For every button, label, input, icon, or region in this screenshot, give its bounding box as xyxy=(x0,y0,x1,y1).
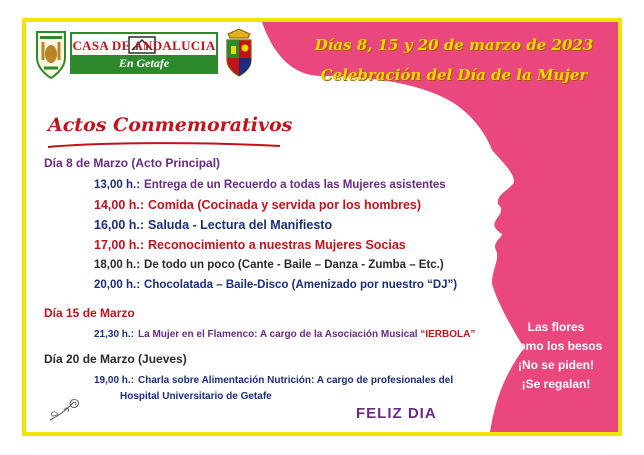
logo-location: En Getafe xyxy=(72,55,216,72)
event-text: Comida (Cocinada y servida por los hombres) xyxy=(148,198,422,212)
event-text: Chocolatada – Baile-Disco (Amenizado por nuestro “DJ”) xyxy=(144,279,458,291)
day-20-title: Día 20 de Marzo (Jueves) xyxy=(44,352,187,366)
event-time: 18,00 h.: xyxy=(94,259,141,271)
event-text: De todo un poco (Cante - Baile – Danza - Zumba – Etc.) xyxy=(144,259,444,271)
event-text: Reconocimiento a nuestras Mujeres Socias xyxy=(148,238,406,252)
event-row xyxy=(94,278,457,292)
event-text-line2: Hospital Universitario de Getafe xyxy=(120,391,272,402)
event-text: Saluda - Lectura del Manifiesto xyxy=(148,218,333,232)
getafe-coat-of-arms-icon xyxy=(222,28,256,78)
event-time: 14,00 h.: xyxy=(94,198,145,212)
event-row xyxy=(94,238,406,252)
event-row xyxy=(94,328,475,342)
event-time: 16,00 h.: xyxy=(94,218,145,232)
poem-line: ¡Se regalan! xyxy=(521,377,591,391)
event-time: 17,00 h.: xyxy=(94,238,145,252)
title-underline xyxy=(46,140,282,150)
event-text: La Mujer en el Flamenco: A cargo de la Asociación Musical xyxy=(138,329,418,340)
headline-dates: Días 8, 15 y 20 de marzo de 2023 xyxy=(314,36,594,54)
event-time: 13,00 h.: xyxy=(94,179,141,191)
day-8-title: Día 8 de Marzo (Acto Principal) xyxy=(44,156,221,170)
poem-line: Como los besos xyxy=(509,339,603,353)
event-row xyxy=(94,178,446,192)
flyer-frame xyxy=(22,18,622,436)
poem-line: ¡No se piden! xyxy=(517,358,594,372)
rose-sketch-icon xyxy=(44,396,84,426)
closing-greeting: FELIZ DIA xyxy=(356,405,437,422)
headline-celebration: Celebración del Día de la Mujer xyxy=(320,66,588,84)
event-row xyxy=(94,198,421,212)
event-row xyxy=(94,258,444,272)
casa-andalucia-logo xyxy=(70,32,218,74)
event-row xyxy=(94,374,453,388)
event-time: 20,00 h.: xyxy=(94,279,141,291)
andalucia-shield-icon xyxy=(34,28,68,80)
day-15-title: Día 15 de Marzo xyxy=(44,306,135,320)
event-row xyxy=(94,218,332,232)
event-time: 21,30 h.: xyxy=(94,329,135,340)
event-highlight: “IERBOLA” xyxy=(420,329,476,340)
event-text: Entrega de un Recuerdo a todas las Mujeres asistentes xyxy=(144,179,446,191)
poem xyxy=(496,318,616,394)
event-text: Charla sobre Alimentación Nutrición: A cargo de profesionales del xyxy=(138,375,454,386)
program-title: Actos Conmemorativos xyxy=(48,114,293,136)
event-time: 19,00 h.: xyxy=(94,375,135,386)
poem-line: Las flores xyxy=(527,320,585,334)
logo-name: CASA DE ANDALUCIA xyxy=(72,38,216,53)
